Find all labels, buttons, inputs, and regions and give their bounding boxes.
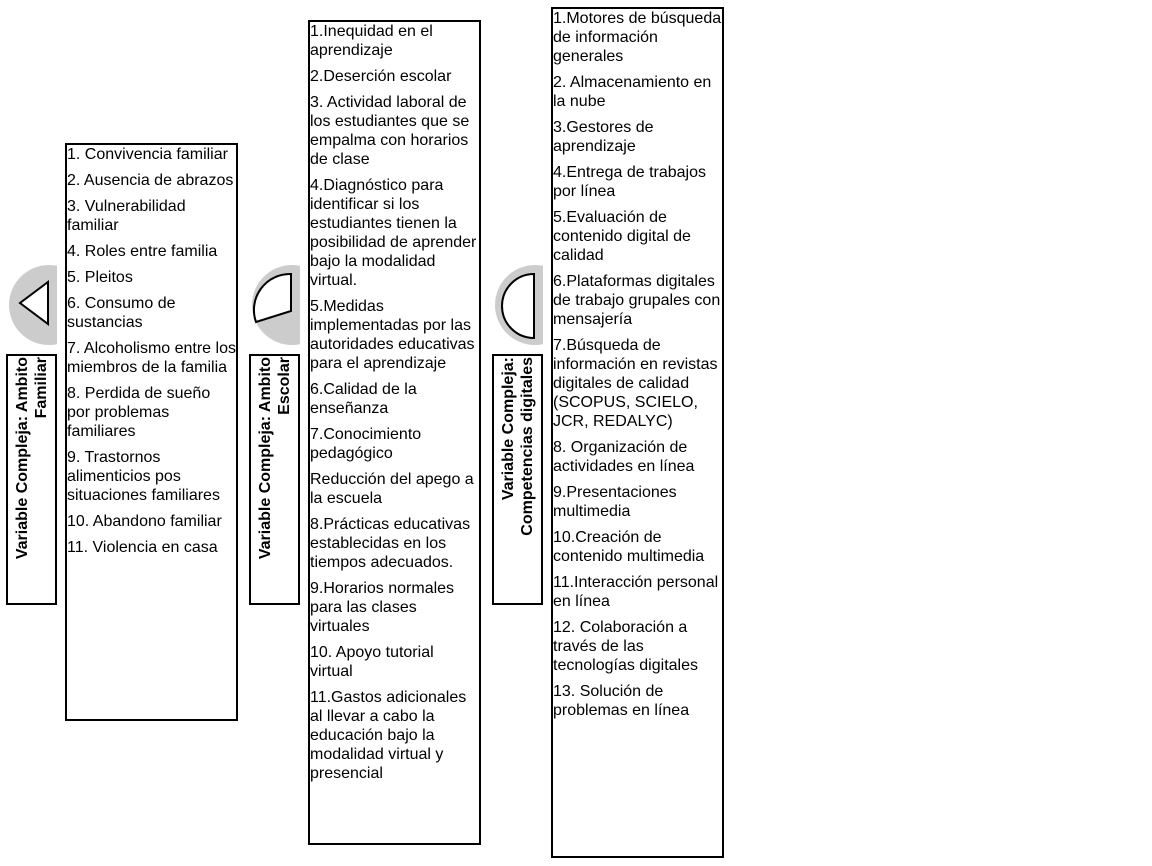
- pie-wedge-icon: [5, 262, 57, 348]
- pie-wedge-icon: [248, 262, 300, 348]
- list-item: 6.Plataformas digitales de trabajo grupales con mensajería: [553, 273, 721, 328]
- list-item: 7.Conocimiento pedagógico: [310, 426, 422, 462]
- items-list-box: [551, 7, 724, 858]
- variable-label: Variable Compleja: Ambito Escolar: [256, 356, 293, 559]
- list-item: 12. Colaboración a través de las tecnologías digitales: [553, 619, 698, 674]
- list-item: 2. Ausencia de abrazos: [67, 172, 234, 189]
- list-item: 8. Organización de actividades en línea: [553, 439, 695, 475]
- list-item: 10.Creación de contenido multimedia: [553, 529, 705, 565]
- list-item: 8.Prácticas educativas establecidas en los tiempos adecuados.: [310, 516, 471, 571]
- list-item: 2. Almacenamiento en la nube: [553, 74, 712, 110]
- list-item: 4. Roles entre familia: [67, 243, 218, 260]
- list-item: 7. Alcoholismo entre los miembros de la familia: [67, 340, 236, 376]
- list-item: 7.Búsqueda de información en revistas digitales de calidad (SCOPUS, SCIELO, JCR, REDALYC): [553, 337, 718, 430]
- items-list-box: [65, 143, 238, 721]
- variable-label: Variable Compleja: Competencias digitales: [499, 356, 536, 536]
- list-item: 6.Calidad de la enseñanza: [310, 381, 417, 417]
- list-item: 3. Actividad laboral de los estudiantes que se empalma con horarios de clase: [310, 94, 470, 168]
- list-item: 2.Deserción escolar: [310, 68, 452, 85]
- list-item: 4.Entrega de trabajos por línea: [553, 164, 706, 200]
- list-item: 11.Gastos adicionales al llevar a cabo la educación bajo la modalidad virtual y presencial: [310, 689, 467, 782]
- variable-label-box: [249, 354, 300, 605]
- list-item: 10. Abandono familiar: [67, 513, 222, 530]
- list-item: 11. Violencia en casa: [67, 539, 218, 556]
- list-item: 6. Consumo de sustancias: [67, 295, 176, 331]
- list-item: 9. Trastornos alimenticios pos situaciones familiares: [67, 449, 220, 504]
- pie-wedge-icon: [491, 262, 543, 348]
- list-item: 3.Gestores de aprendizaje: [553, 119, 654, 155]
- list-item: 11.Interacción personal en línea: [553, 574, 719, 610]
- list-item: 1.Inequidad en el aprendizaje: [310, 23, 433, 59]
- variable-label-box: [6, 354, 57, 605]
- list-item: 10. Apoyo tutorial virtual: [310, 644, 434, 680]
- list-item: 5. Pleitos: [67, 269, 133, 286]
- list-item: 3. Vulnerabilidad familiar: [67, 198, 186, 234]
- list-item: 8. Perdida de sueño por problemas familiares: [67, 385, 211, 440]
- variable-label-box: [492, 354, 543, 605]
- list-item: 9.Horarios normales para las clases virtuales: [310, 580, 455, 635]
- list-item: 1.Motores de búsqueda de información generales: [553, 10, 722, 65]
- list-item: 5.Evaluación de contenido digital de calidad: [553, 209, 691, 264]
- list-item: 1. Convivencia familiar: [67, 146, 228, 163]
- items-list-box: [308, 20, 481, 845]
- list-item: 5.Medidas implementadas por las autoridades educativas para el aprendizaje: [310, 298, 475, 372]
- list-item: 13. Solución de problemas en línea: [553, 683, 690, 719]
- list-item: 4.Diagnóstico para identificar si los estudiantes tienen la posibilidad de aprender bajo la modalidad virtual.: [310, 177, 477, 289]
- list-item: 9.Presentaciones multimedia: [553, 484, 677, 520]
- list-item: Reducción del apego a la escuela: [310, 471, 474, 507]
- variable-label: Variable Compleja: Ambito Familiar: [13, 356, 50, 559]
